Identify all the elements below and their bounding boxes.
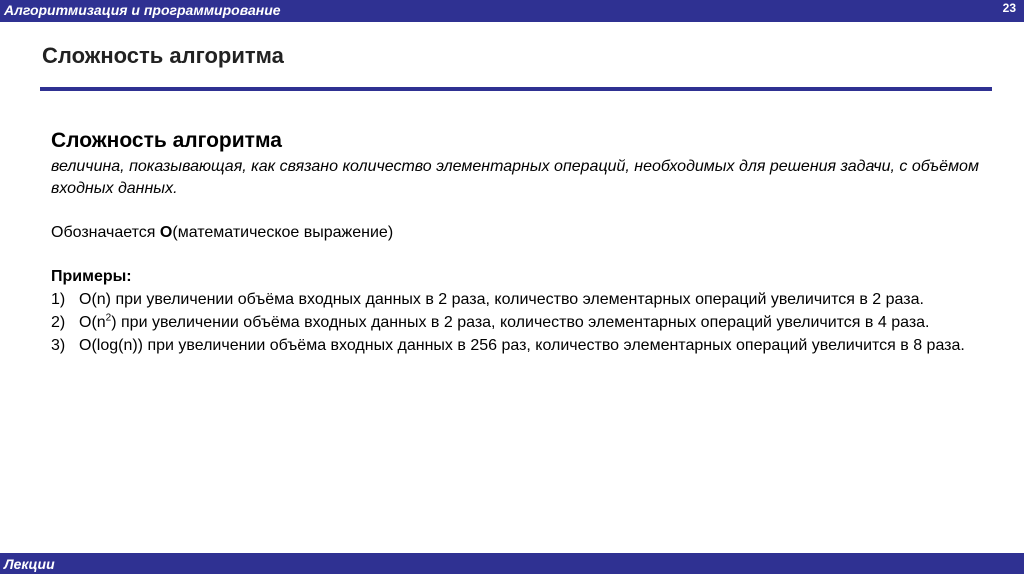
page-number: 23 xyxy=(1002,1,1016,15)
example-notation: O(log(n)) xyxy=(79,337,144,354)
examples-list xyxy=(51,288,981,357)
examples-heading: Примеры: xyxy=(51,268,132,285)
footer-bar xyxy=(0,553,1024,574)
example-item xyxy=(51,334,981,357)
example-item xyxy=(51,311,981,334)
example-notation: O(n) xyxy=(79,291,111,308)
example-notation xyxy=(79,314,117,331)
slide-content xyxy=(51,126,981,357)
example-item xyxy=(51,288,981,311)
title-divider xyxy=(40,87,992,91)
example-text: при увеличении объёма входных данных в 256 раз, количество элементарных операций увеличится в 8 раза. xyxy=(143,337,965,354)
example-number: 3) xyxy=(51,337,66,354)
example-text: при увеличении объёма входных данных в 2 раза, количество элементарных операций увеличится в 4 раза. xyxy=(116,314,930,331)
notation-base: O(n xyxy=(79,314,106,331)
notation-exponent: 2 xyxy=(105,312,112,324)
term-heading: Сложность алгоритма xyxy=(51,129,282,152)
footer-label: Лекции xyxy=(4,556,55,572)
notation-suffix: (математическое выражение) xyxy=(172,224,394,241)
notation-prefix: Обозначается xyxy=(51,224,160,241)
example-number: 1) xyxy=(51,291,66,308)
notation-close: ) xyxy=(111,314,117,331)
example-text: при увеличении объёма входных данных в 2 раза, количество элементарных операций увеличится в 2 раза. xyxy=(111,291,924,308)
term-definition: величина, показывающая, как связано количество элементарных операций, необходимых для решения задачи, с объёмом входных данных. xyxy=(51,158,979,197)
notation-symbol: O xyxy=(159,224,173,241)
course-title: Алгоритмизация и программирование xyxy=(4,2,281,18)
example-number: 2) xyxy=(51,314,66,331)
notation-line xyxy=(51,222,981,244)
header-bar xyxy=(0,0,1024,22)
slide-title: Сложность алгоритма xyxy=(42,43,284,68)
